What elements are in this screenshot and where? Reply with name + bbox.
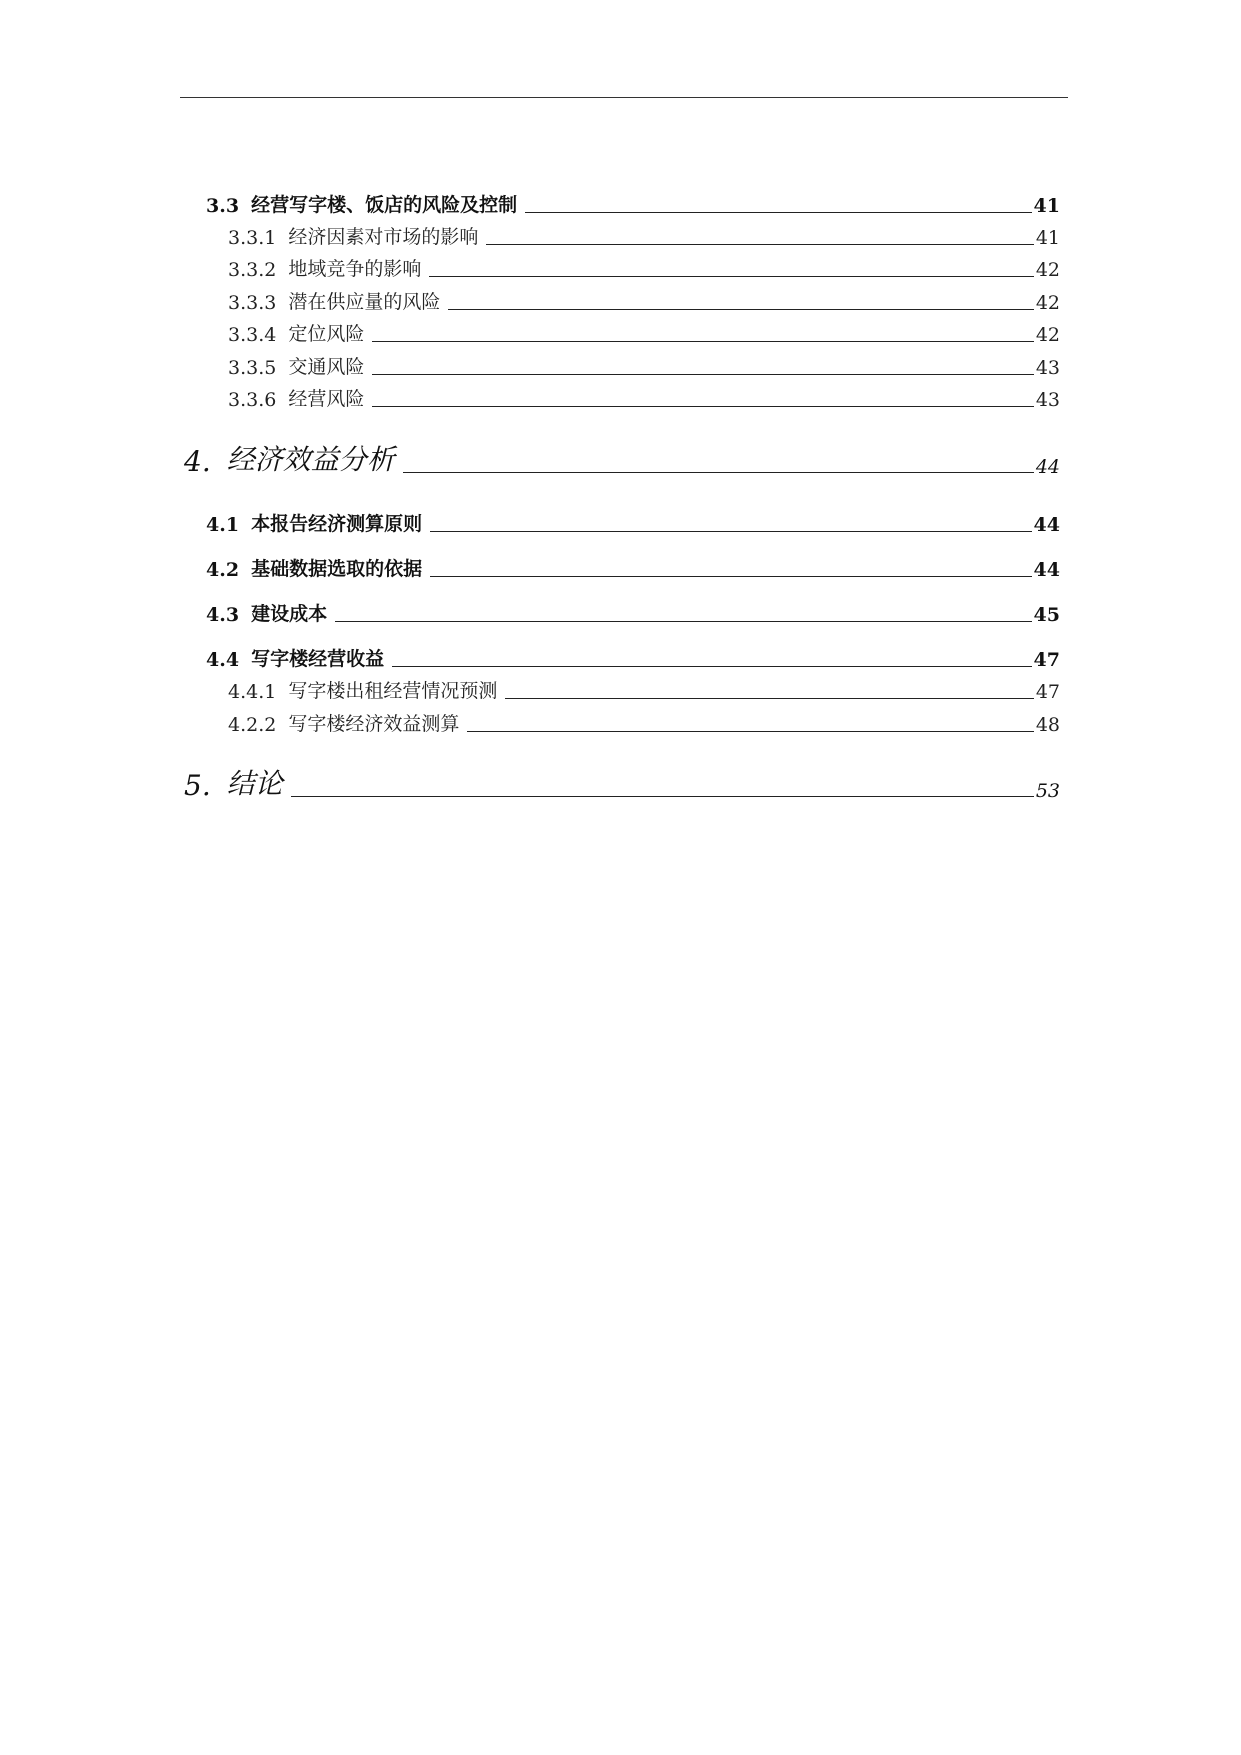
toc-entry-title: 经济效益分析 (226, 443, 395, 476)
toc-leader (291, 796, 1034, 797)
toc-leader (525, 212, 1031, 213)
toc-entry[interactable] (206, 510, 1060, 536)
toc-entry-title: 写字楼出租经营情况预测 (288, 680, 498, 702)
toc-leader (486, 244, 1033, 245)
toc-chapter-entry[interactable] (184, 768, 1060, 802)
toc-entry-number: 3.3 (206, 195, 240, 217)
toc-entry[interactable] (228, 710, 1060, 736)
toc-entry-page: 44 (1035, 456, 1060, 478)
toc-entry-number: 3.3.4 (228, 324, 277, 346)
toc-entry-page: 42 (1035, 259, 1060, 281)
toc-leader (430, 576, 1031, 577)
toc-entry-title: 交通风险 (288, 356, 365, 378)
toc-entry[interactable] (206, 600, 1060, 626)
toc-chapter-entry[interactable] (184, 444, 1060, 478)
toc-entry-page: 53 (1035, 780, 1060, 802)
toc-entry[interactable] (206, 191, 1060, 217)
toc-entry-page: 48 (1035, 714, 1060, 736)
toc-entry-title: 结论 (226, 767, 283, 800)
toc-entry-title: 定位风险 (288, 323, 365, 345)
toc-entry-page: 44 (1033, 559, 1060, 581)
toc-entry-page: 47 (1035, 681, 1060, 703)
toc-entry-number: 3.3.3 (228, 292, 277, 314)
toc-entry-number: 4.2.2 (228, 714, 277, 736)
toc-leader (335, 621, 1031, 622)
toc-leader (372, 341, 1033, 342)
toc-entry-title: 潜在供应量的风险 (288, 291, 441, 313)
toc-entry-number: 4.4.1 (228, 681, 277, 703)
toc-entry-title: 经营写字楼、饭店的风险及控制 (251, 194, 518, 216)
toc-entry-number: 4.1 (206, 514, 240, 536)
toc-entry-title: 写字楼经营收益 (251, 648, 385, 670)
toc-entry-number: 3.3.5 (228, 357, 277, 379)
toc-leader (429, 276, 1033, 277)
toc-entry-page: 47 (1033, 649, 1060, 671)
toc-entry-page: 45 (1033, 604, 1060, 626)
toc-entry[interactable] (228, 255, 1060, 281)
toc-entry-page: 43 (1035, 389, 1060, 411)
toc-entry-number: 4.2 (206, 559, 240, 581)
toc-entry-title: 经济因素对市场的影响 (288, 226, 479, 248)
toc-leader (467, 731, 1033, 732)
toc-entry-page: 43 (1035, 357, 1060, 379)
toc-entry[interactable] (228, 223, 1060, 249)
toc-entry[interactable] (228, 677, 1060, 703)
toc-entry[interactable] (206, 555, 1060, 581)
toc-entry-page: 44 (1033, 514, 1060, 536)
toc-entry-number: 3.3.2 (228, 259, 277, 281)
toc-entry-number: 4.4 (206, 649, 240, 671)
toc-entry[interactable] (228, 353, 1060, 379)
toc-entry-number: 4. (184, 445, 211, 478)
toc-entry-page: 42 (1035, 324, 1060, 346)
toc-leader (372, 374, 1033, 375)
toc-entry-page: 42 (1035, 292, 1060, 314)
toc-entry-page: 41 (1033, 195, 1060, 217)
toc-entry-title: 建设成本 (251, 603, 328, 625)
toc-entry-number: 3.3.1 (228, 227, 277, 249)
toc-entry[interactable] (228, 288, 1060, 314)
toc-entry-number: 4.3 (206, 604, 240, 626)
toc-leader (430, 531, 1031, 532)
toc-leader (403, 472, 1034, 473)
toc-leader (448, 309, 1033, 310)
toc-entry-number: 5. (184, 769, 211, 802)
toc-entry-title: 本报告经济测算原则 (251, 513, 423, 535)
toc-entry-number: 3.3.6 (228, 389, 277, 411)
toc-leader (392, 666, 1031, 667)
toc-entry[interactable] (228, 385, 1060, 411)
toc-entry-page: 41 (1035, 227, 1060, 249)
toc-entry-title: 写字楼经济效益测算 (288, 713, 460, 735)
toc-leader (372, 406, 1033, 407)
toc-entry-title: 经营风险 (288, 388, 365, 410)
toc-entry[interactable] (206, 645, 1060, 671)
toc-leader (505, 698, 1033, 699)
toc-entry[interactable] (228, 320, 1060, 346)
toc-entry-title: 基础数据选取的依据 (251, 558, 423, 580)
toc-entry-title: 地域竞争的影响 (288, 258, 422, 280)
